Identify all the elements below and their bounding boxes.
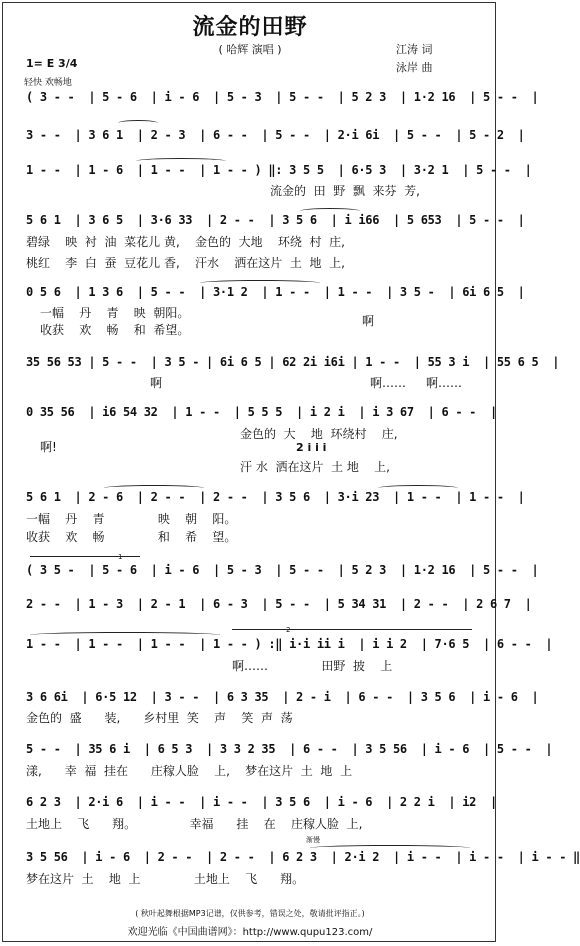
transcriber-note: ( 秋叶起舞根据MP3记谱，仅供参考，错误之处，敬请批评指正。) — [135, 909, 365, 918]
tempo-marking: 轻快 欢畅地 — [24, 78, 72, 88]
tie-arc — [300, 208, 360, 214]
tie-arc — [136, 158, 226, 164]
notation-row-3: 1 - - | 1 - 6 | 1 - - | 1 - - ) ‖: 3 5 5 | 6·5 3 | 3·2 1 | 5 - - | — [26, 163, 532, 177]
lyric-row-5b: 收获 欢 畅 和 希望。 — [40, 323, 190, 337]
lyric-row-7d: 2 i i i — [296, 441, 327, 454]
lyric-row-8b: 收获 欢 畅 和 希 望。 — [26, 530, 237, 544]
volta-2-bracket — [232, 629, 472, 630]
lyric-row-7a: 啊! — [40, 440, 57, 454]
composer-credit: 泳岸 曲 — [396, 61, 433, 74]
notation-row-6: 35 56 53 | 5 - - | 3 5 - | 6i 6 5 | 62 2i i6i | 1 - - | 55 3 i | 55 6 5 | — [26, 355, 560, 369]
lyric-row-11: 啊…… 田野 披 上 — [232, 659, 393, 673]
lyric-row-7c: 汗 水 洒在这片 土 地 上, — [240, 460, 390, 474]
notation-row-14: 6 2 3 | 2·i 6 | i - - | i - - | 3 5 6 | i - 6 | 2 2 i | i2 | — [26, 795, 497, 809]
site-footer: 欢迎光临《中国曲谱网》：http://www.qupu123.com/ — [127, 927, 373, 938]
lyric-row-13: 漾, 幸 福 挂在 庄稼人脸 上, 梦在这片 土 地 上 — [26, 764, 353, 778]
notation-row-10: 2 - - | 1 - 3 | 2 - 1 | 6 - 3 | 5 - - | 5 34 31 | 2 - - | 2 6 7 | — [26, 597, 532, 611]
lyric-row-8a: 一幅 丹 青 映 朝 阳。 — [26, 512, 237, 526]
tie-arc — [378, 485, 458, 491]
lyric-row-4b: 桃红 李 白 蚕 豆花儿 香, 汗水 洒在这片 土 地 上, — [26, 256, 345, 270]
notation-row-8: 5 6 1 | 2 - 6 | 2 - - | 2 - - | 3 5 6 | 3·i 23 | 1 - - | 1 - - | — [26, 490, 525, 504]
notation-row-9: ( 3 5 - | 5 - 6 | i - 6 | 5 - 3 | 5 - - | 5 2 3 | 1·2 16 | 5 - - | — [26, 563, 539, 577]
notation-row-2: 3 - - | 3 6 1 | 2 - 3 | 6 - - | 5 - - | 2·i 6i | 5 - - | 5 - 2 | — [26, 128, 525, 142]
notation-row-1: ( 3 - - | 5 - 6 | i - 6 | 5 - 3 | 5 - - | 5 2 3 | 1·2 16 | 5 - - | — [26, 90, 539, 104]
notation-row-7: 0 35 56 | i6 54 32 | 1 - - | 5 5 5 | i 2 i | i 3 67 | 6 - - | — [26, 405, 497, 419]
lyric-row-7b: 金色的 大 地 环绕村 庄, — [240, 427, 398, 441]
volta-1-bracket — [30, 556, 140, 557]
lyric-row-3: 流金的 田 野 飘 来芬 芳, — [270, 184, 420, 198]
lyric-row-5a: 一幅 丹 青 映 朝阳。 — [40, 306, 190, 320]
key-signature: 1= E 3/4 — [26, 57, 78, 70]
lyric-row-15: 梦在这片 土 地 上 土地上 飞 翔。 — [26, 872, 305, 886]
notation-row-13: 5 - - | 35 6 i | 6 5 3 | 3 3 2 35 | 6 - - | 3 5 56 | i - 6 | 5 - - | — [26, 742, 553, 756]
notation-row-12: 3 6 6i | 6·5 12 | 3 - - | 6 3 35 | 2 - i | 6 - - | 3 5 6 | i - 6 | — [26, 690, 539, 704]
lyric-row-6a: 啊 — [150, 376, 163, 390]
lyric-row-5c: 啊 — [362, 314, 375, 328]
lyric-row-6c: 啊…… — [426, 376, 463, 390]
lyric-row-6b: 啊…… — [370, 376, 407, 390]
notation-row-4: 5 6 1 | 3 6 5 | 3·6 33 | 2 - - | 3 5 6 | i i66 | 5 653 | 5 - - | — [26, 213, 525, 227]
lyric-row-4a: 碧绿 映 衬 油 菜花儿 黄, 金色的 大地 环绕 村 庄, — [26, 235, 345, 249]
tie-arc — [200, 280, 320, 286]
lyric-row-14: 土地上 飞 翔。 幸福 挂 在 庄稼人脸 上, — [26, 817, 363, 831]
notation-row-15: 3 5 56 | i - 6 | 2 - - | 2 - - | 6 2 3 | 2·i 2 | i - - | i - - | i - - ‖ — [26, 850, 580, 864]
lyric-row-12: 金色的 盛 装, 乡村里 笑 声 笑 声 荡 — [26, 711, 293, 725]
volta-1-mark: 1 — [118, 553, 123, 561]
song-title: 流金的田野 — [192, 15, 308, 40]
volta-2-mark: 2 — [286, 626, 291, 634]
tie-arc — [118, 120, 158, 126]
lyricist-credit: 江涛 词 — [396, 43, 433, 56]
tie-arc — [310, 845, 470, 851]
ritardando-mark: 渐慢 — [306, 836, 320, 844]
notation-row-5: 0 5 6 | 1 3 6 | 5 - - | 3·1 2 | 1 - - | 1 - - | 3 5 - | 6i 6 5 | — [26, 285, 525, 299]
tie-arc — [30, 632, 220, 638]
tie-arc — [104, 485, 204, 491]
notation-row-11: 1 - - | 1 - - | 1 - - | 1 - - ) :‖ i·i ii i | i i 2 | 7·6 5 | 6 - - | — [26, 637, 553, 651]
singer-credit: ( 哈辉 演唱 ) — [218, 43, 282, 56]
